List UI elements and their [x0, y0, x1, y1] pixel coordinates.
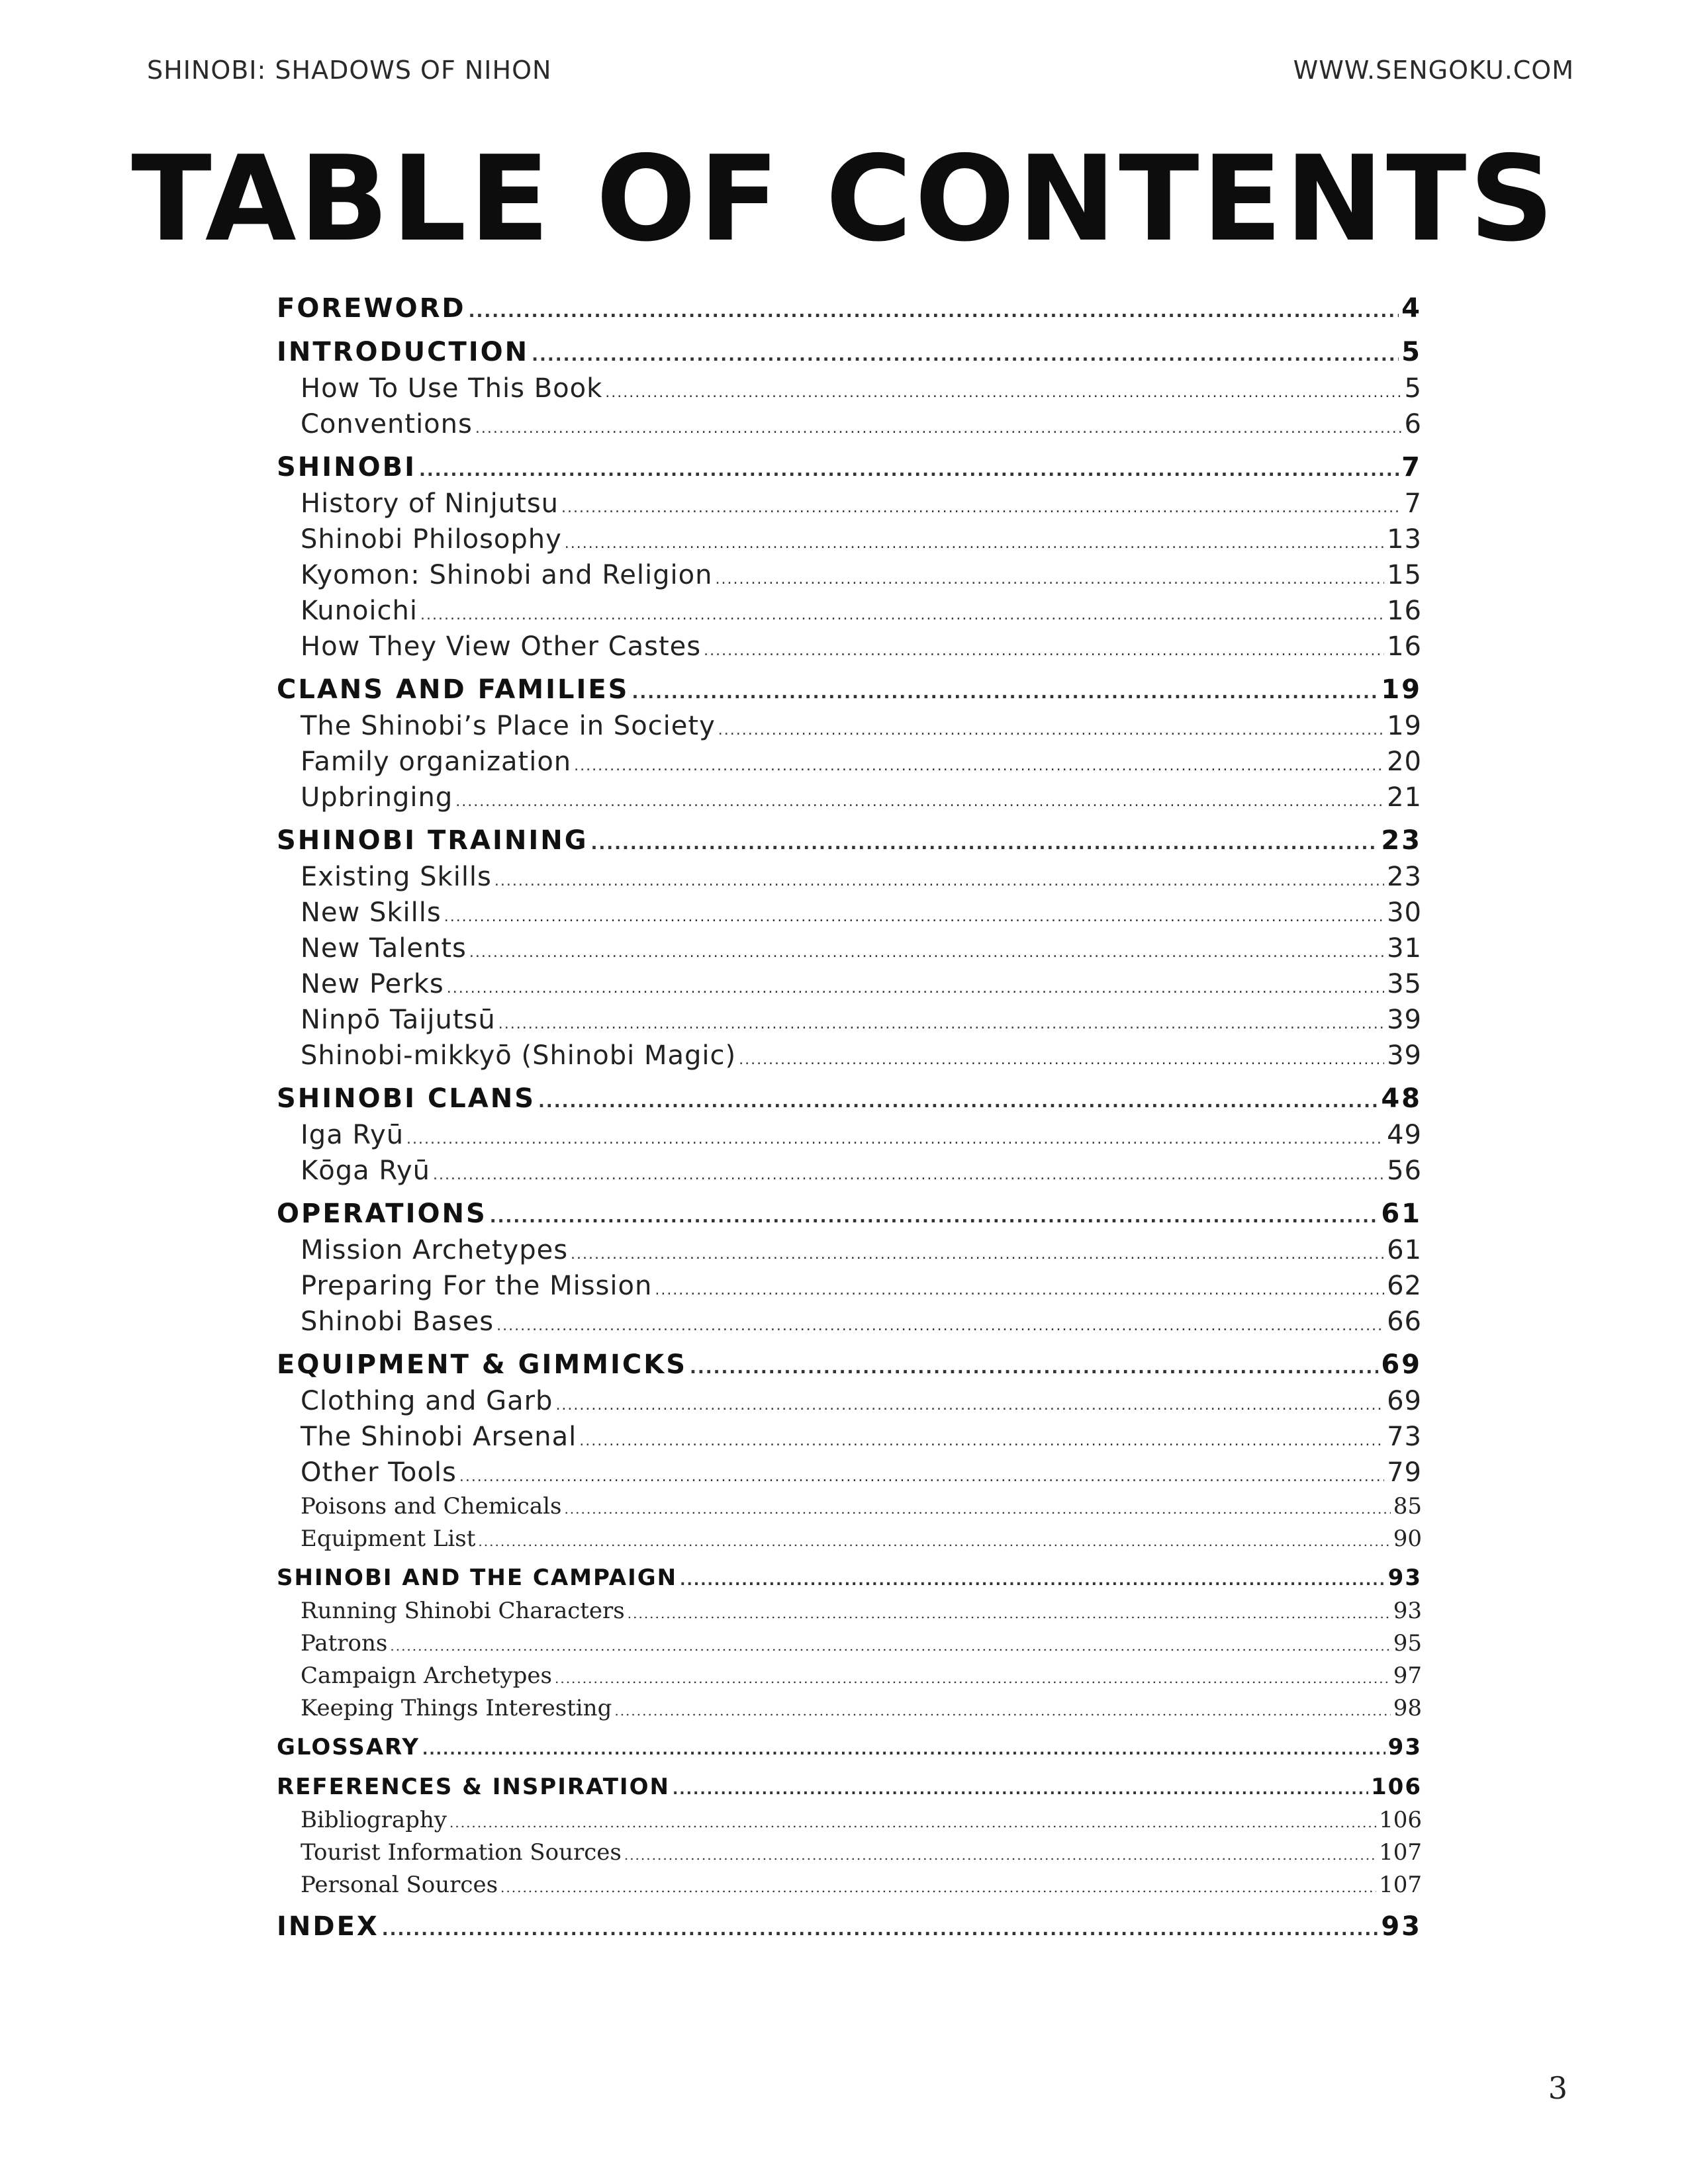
toc-entry-label: CLANS AND FAMILIES [277, 674, 630, 705]
toc-entry-page-number: 19 [1381, 674, 1422, 705]
table-of-contents [277, 290, 1422, 1945]
dot-leader [469, 935, 1384, 971]
toc-subsection-entry[interactable] [277, 1383, 1422, 1419]
dot-leader [390, 1630, 1390, 1662]
toc-entry-page-number: 106 [1371, 1774, 1422, 1800]
dot-leader [655, 1273, 1384, 1308]
toc-entry-page-number: 5 [1404, 373, 1422, 404]
toc-entry-page-number: 98 [1393, 1695, 1422, 1721]
toc-entry-label: Existing Skills [301, 862, 492, 892]
toc-section-entry[interactable] [277, 1346, 1422, 1383]
toc-entry-page-number: 23 [1387, 862, 1422, 892]
toc-subsection-entry[interactable] [277, 593, 1422, 629]
toc-subsection-entry[interactable] [277, 1627, 1422, 1660]
toc-entry-label: OPERATIONS [277, 1199, 487, 1229]
toc-entry-page-number: 23 [1381, 825, 1422, 856]
toc-entry-page-number: 13 [1387, 524, 1422, 555]
toc-entry-label: SHINOBI [277, 452, 417, 482]
toc-entry-label: How They View Other Castes [301, 631, 702, 662]
dot-leader [494, 864, 1384, 899]
toc-entry-page-number: 19 [1387, 711, 1422, 741]
toc-entry-label: Kyomon: Shinobi and Religion [301, 560, 713, 590]
toc-entry-label: Other Tools [301, 1457, 457, 1488]
toc-section-entry[interactable] [277, 1561, 1422, 1595]
toc-subsection-entry[interactable] [277, 1232, 1422, 1268]
toc-subsection-entry[interactable] [277, 1660, 1422, 1692]
toc-entry-label: Keeping Things Interesting [301, 1695, 612, 1721]
toc-subsection-entry[interactable] [277, 708, 1422, 744]
toc-entry-label: Bibliography [301, 1807, 447, 1833]
dot-leader [739, 1042, 1384, 1078]
toc-subsection-entry[interactable] [277, 1523, 1422, 1555]
toc-entry-label: New Skills [301, 897, 442, 928]
toc-entry-page-number: 93 [1387, 1565, 1422, 1591]
toc-entry-label: The Shinobi’s Place in Society [301, 711, 716, 741]
toc-entry-label: Poisons and Chemicals [301, 1493, 562, 1520]
toc-section-entry[interactable] [277, 1770, 1422, 1804]
dot-leader [564, 1493, 1390, 1525]
toc-subsection-entry[interactable] [277, 1490, 1422, 1523]
toc-section-entry[interactable] [277, 1908, 1422, 1945]
toc-entry-page-number: 7 [1401, 452, 1422, 482]
toc-entry-page-number: 56 [1387, 1156, 1422, 1186]
toc-entry-label: Preparing For the Mission [301, 1271, 653, 1301]
dot-leader [690, 1349, 1378, 1387]
toc-subsection-entry[interactable] [277, 522, 1422, 557]
dot-leader [475, 411, 1402, 447]
dot-leader [444, 899, 1384, 935]
toc-entry-page-number: 49 [1387, 1120, 1422, 1150]
toc-subsection-entry[interactable] [277, 486, 1422, 522]
dot-leader [478, 1525, 1390, 1558]
dot-leader [565, 526, 1384, 562]
dot-leader [555, 1662, 1391, 1695]
dot-leader [459, 1459, 1384, 1495]
toc-entry-label: Shinobi Philosophy [301, 524, 562, 555]
toc-entry-label: Iga Ryū [301, 1120, 404, 1150]
running-header-title: SHINOBI: SHADOWS OF NIHON [147, 56, 552, 85]
toc-entry-label: SHINOBI TRAINING [277, 825, 588, 856]
toc-entry-page-number: 79 [1387, 1457, 1422, 1488]
toc-subsection-entry[interactable] [277, 1692, 1422, 1725]
toc-entry-page-number: 97 [1393, 1662, 1422, 1689]
toc-entry-label: Conventions [301, 409, 473, 439]
toc-entry-page-number: 5 [1401, 337, 1422, 367]
toc-entry-label: Patrons [301, 1630, 388, 1657]
dot-leader [406, 1122, 1384, 1158]
toc-entry-page-number: 69 [1387, 1386, 1422, 1416]
toc-entry-page-number: 69 [1381, 1349, 1422, 1380]
toc-entry-page-number: 7 [1404, 488, 1422, 519]
toc-subsection-entry[interactable] [277, 931, 1422, 966]
toc-entry-label: How To Use This Book [301, 373, 603, 404]
toc-subsection-entry[interactable] [277, 1869, 1422, 1901]
toc-entry-page-number: 85 [1393, 1493, 1422, 1520]
dot-leader [498, 1007, 1384, 1042]
toc-entry-label: Family organization [301, 747, 572, 777]
toc-entry-label: Kōga Ryū [301, 1156, 430, 1186]
dot-leader [500, 1872, 1376, 1904]
dot-leader [605, 375, 1401, 411]
toc-entry-page-number: 62 [1387, 1271, 1422, 1301]
toc-subsection-entry[interactable] [277, 1419, 1422, 1455]
dot-leader [628, 1598, 1391, 1630]
toc-entry-label: INTRODUCTION [277, 337, 530, 367]
toc-entry-page-number: 21 [1387, 782, 1422, 813]
toc-entry-page-number: 30 [1387, 897, 1422, 928]
toc-entry-page-number: 93 [1381, 1911, 1422, 1942]
toc-entry-label: EQUIPMENT & GIMMICKS [277, 1349, 687, 1380]
toc-entry-label: Clothing and Garb [301, 1386, 553, 1416]
toc-entry-label: Shinobi-mikkyō (Shinobi Magic) [301, 1040, 737, 1071]
toc-entry-page-number: 93 [1387, 1734, 1422, 1760]
dot-leader [673, 1773, 1368, 1807]
dot-leader [455, 784, 1384, 820]
dot-leader [632, 674, 1378, 711]
toc-entry-label: Mission Archetypes [301, 1235, 569, 1265]
toc-subsection-entry[interactable] [277, 859, 1422, 895]
toc-entry-label: FOREWORD [277, 293, 466, 324]
dot-leader [419, 452, 1399, 489]
dot-leader [447, 971, 1384, 1007]
toc-section-entry[interactable] [277, 449, 1422, 486]
dot-leader [579, 1424, 1384, 1459]
toc-subsection-entry[interactable] [277, 1804, 1422, 1837]
toc-subsection-entry[interactable] [277, 371, 1422, 406]
toc-entry-page-number: 107 [1379, 1872, 1422, 1898]
toc-entry-page-number: 61 [1381, 1199, 1422, 1229]
toc-subsection-entry[interactable] [277, 1595, 1422, 1627]
toc-entry-label: REFERENCES & INSPIRATION [277, 1774, 670, 1800]
toc-entry-page-number: 39 [1387, 1005, 1422, 1035]
toc-entry-page-number: 107 [1379, 1839, 1422, 1866]
toc-subsection-entry[interactable] [277, 1455, 1422, 1490]
toc-entry-page-number: 48 [1381, 1083, 1422, 1114]
toc-entry-page-number: 4 [1401, 293, 1422, 324]
toc-subsection-entry[interactable] [277, 895, 1422, 931]
toc-subsection-entry[interactable] [277, 1304, 1422, 1340]
toc-entry-page-number: 95 [1393, 1630, 1422, 1657]
dot-leader [496, 1308, 1384, 1344]
dot-leader [469, 293, 1399, 330]
toc-subsection-entry[interactable] [277, 557, 1422, 593]
toc-entry-label: INDEX [277, 1911, 379, 1942]
dot-leader [680, 1564, 1385, 1598]
toc-section-entry[interactable] [277, 290, 1422, 327]
running-header-url: WWW.SENGOKU.COM [1293, 56, 1574, 85]
toc-entry-label: Upbringing [301, 782, 453, 813]
dot-leader [561, 490, 1402, 526]
dot-leader [532, 337, 1399, 374]
toc-subsection-entry[interactable] [277, 966, 1422, 1002]
dot-leader [624, 1839, 1376, 1872]
toc-entry-page-number: 73 [1387, 1422, 1422, 1452]
toc-subsection-entry[interactable] [277, 744, 1422, 780]
toc-entry-page-number: 20 [1387, 747, 1422, 777]
toc-entry-label: Campaign Archetypes [301, 1662, 552, 1689]
toc-entry-page-number: 39 [1387, 1040, 1422, 1071]
toc-entry-page-number: 35 [1387, 969, 1422, 999]
toc-entry-page-number: 16 [1387, 631, 1422, 662]
toc-subsection-entry[interactable] [277, 1002, 1422, 1038]
toc-section-entry[interactable] [277, 1730, 1422, 1764]
toc-entry-label: History of Ninjutsu [301, 488, 559, 519]
dot-leader [614, 1695, 1390, 1727]
dot-leader [490, 1199, 1379, 1236]
toc-entry-page-number: 90 [1393, 1525, 1422, 1552]
toc-subsection-entry[interactable] [277, 629, 1422, 664]
toc-entry-page-number: 16 [1387, 596, 1422, 626]
dot-leader [715, 562, 1384, 598]
toc-entry-label: New Perks [301, 969, 444, 999]
toc-entry-page-number: 93 [1393, 1598, 1422, 1624]
dot-leader [555, 1388, 1384, 1424]
toc-subsection-entry[interactable] [277, 1117, 1422, 1153]
toc-entry-label: Running Shinobi Characters [301, 1598, 625, 1624]
dot-leader [422, 1733, 1385, 1768]
toc-subsection-entry[interactable] [277, 1153, 1422, 1189]
dot-leader [433, 1158, 1384, 1193]
page-title: TABLE OF CONTENTS [131, 130, 1557, 267]
toc-subsection-entry[interactable] [277, 1268, 1422, 1304]
dot-leader [591, 825, 1379, 862]
toc-entry-page-number: 61 [1387, 1235, 1422, 1265]
toc-entry-label: Ninpō Taijutsū [301, 1005, 496, 1035]
toc-entry-label: Equipment List [301, 1525, 476, 1552]
toc-entry-page-number: 6 [1404, 409, 1422, 439]
toc-entry-label: Kunoichi [301, 596, 418, 626]
dot-leader [574, 749, 1384, 784]
toc-entry-label: The Shinobi Arsenal [301, 1422, 577, 1452]
toc-subsection-entry[interactable] [277, 780, 1422, 815]
toc-entry-label: Personal Sources [301, 1872, 498, 1898]
dot-leader [420, 598, 1384, 633]
toc-entry-label: SHINOBI AND THE CAMPAIGN [277, 1565, 678, 1591]
toc-entry-page-number: 106 [1379, 1807, 1422, 1833]
toc-entry-label: Shinobi Bases [301, 1306, 494, 1337]
dot-leader [718, 713, 1384, 749]
toc-entry-label: New Talents [301, 933, 467, 964]
toc-entry-page-number: 66 [1387, 1306, 1422, 1337]
toc-section-entry[interactable] [277, 671, 1422, 708]
toc-entry-label: GLOSSARY [277, 1734, 420, 1760]
toc-subsection-entry[interactable] [277, 1837, 1422, 1869]
toc-entry-label: SHINOBI CLANS [277, 1083, 536, 1114]
dot-leader [704, 633, 1384, 669]
toc-section-entry[interactable] [277, 1195, 1422, 1232]
dot-leader [382, 1911, 1379, 1948]
toc-entry-page-number: 15 [1387, 560, 1422, 590]
toc-section-entry[interactable] [277, 334, 1422, 371]
dot-leader [538, 1083, 1378, 1120]
toc-subsection-entry[interactable] [277, 406, 1422, 442]
page-number: 3 [1548, 2070, 1568, 2106]
toc-entry-page-number: 31 [1387, 933, 1422, 964]
toc-section-entry[interactable] [277, 822, 1422, 859]
toc-subsection-entry[interactable] [277, 1038, 1422, 1073]
toc-entry-label: Tourist Information Sources [301, 1839, 622, 1866]
dot-leader [571, 1237, 1384, 1273]
dot-leader [449, 1807, 1376, 1839]
toc-section-entry[interactable] [277, 1080, 1422, 1117]
